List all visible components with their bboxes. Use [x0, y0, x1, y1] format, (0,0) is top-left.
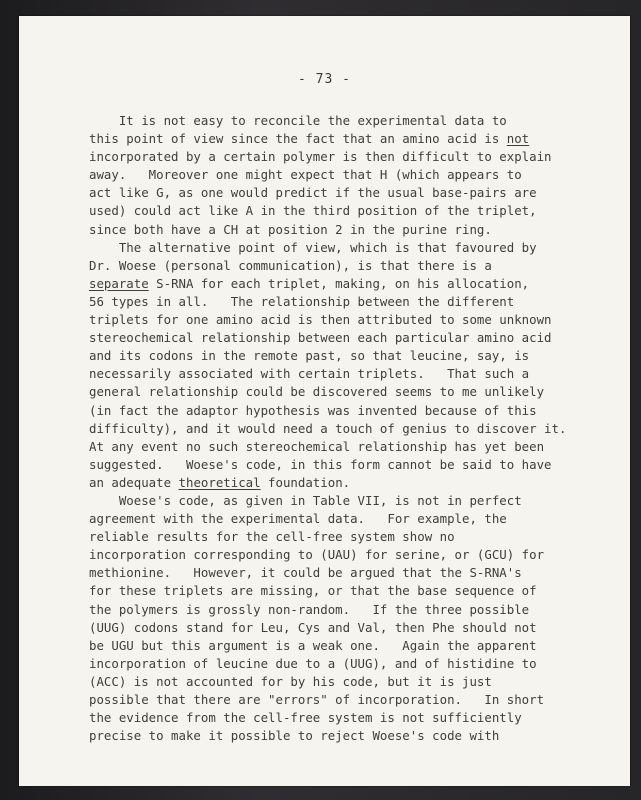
text-segment: and its codons in the remote past, so that leucine, say, is: [89, 348, 530, 364]
text-line: [89, 293, 609, 311]
text-line: [89, 510, 609, 528]
text-line: [89, 112, 609, 130]
text-segment: necessarily associated with certain triplets. That such a: [89, 366, 530, 382]
text-line: [89, 130, 609, 148]
text-line: [89, 619, 609, 637]
text-segment: this point of view since the fact that an amino acid is: [89, 131, 507, 147]
underlined-word: not: [506, 131, 530, 147]
text-line: [89, 727, 609, 745]
text-line: [89, 655, 609, 673]
text-segment: act like G, as one would predict if the usual base-pairs are: [89, 185, 537, 201]
body-text: [89, 112, 609, 745]
text-segment: since both have a CH at position 2 in the purine ring.: [89, 221, 492, 237]
text-segment: At any event no such stereochemical relationship has yet been: [89, 438, 545, 454]
text-segment: foundation.: [260, 474, 351, 490]
text-line: [89, 402, 609, 420]
text-segment: general relationship could be discovered seems to me unlikely: [89, 384, 545, 400]
text-line: [89, 311, 609, 329]
text-segment: an adequate: [89, 474, 179, 490]
text-segment: (UUG) codons stand for Leu, Cys and Val, then Phe should not: [89, 619, 537, 635]
text-line: [89, 456, 609, 474]
text-segment: triplets for one amino acid is then attributed to some unknown: [89, 312, 552, 328]
text-line: [89, 601, 609, 619]
text-segment: (ACC) is not accounted for by his code, but it is just: [89, 673, 492, 689]
text-segment: Woese's code, as given in Table VII, is not in perfect: [89, 492, 522, 508]
text-segment: The alternative point of view, which is that favoured by: [89, 239, 537, 255]
text-line: [89, 673, 609, 691]
text-segment: be UGU but this argument is a weak one. Again the apparent: [89, 637, 537, 653]
text-segment: used) could act like A in the third position of the triplet,: [89, 203, 537, 219]
text-line: [89, 184, 609, 202]
text-line: [89, 221, 609, 239]
text-line: [89, 148, 609, 166]
text-line: [89, 564, 609, 582]
text-segment: the evidence from the cell-free system is not sufficiently: [89, 710, 522, 726]
text-segment: 56 types in all. The relationship between the different: [89, 293, 515, 309]
text-segment: the polymers is grossly non-random. If the three possible: [89, 601, 530, 617]
text-line: [89, 257, 609, 275]
text-line: [89, 637, 609, 655]
text-segment: for these triplets are missing, or that the base sequence of: [89, 583, 537, 599]
text-segment: reliable results for the cell-free system show no: [89, 529, 455, 545]
text-line: [89, 275, 609, 293]
text-segment: incorporation of leucine due to a (UUG), and of histidine to: [89, 655, 537, 671]
text-segment: Dr. Woese (personal communication), is that there is a: [89, 257, 492, 273]
text-line: [89, 239, 609, 257]
text-line: [89, 202, 609, 220]
underlined-word: theoretical: [178, 474, 261, 490]
page-number: - 73 -: [298, 72, 351, 87]
text-line: [89, 383, 609, 401]
text-segment: incorporation corresponding to (UAU) for serine, or (GCU) for: [89, 547, 545, 563]
text-segment: incorporated by a certain polymer is then difficult to explain: [89, 149, 552, 165]
text-segment: S-RNA for each triplet, making, on his allocation,: [148, 275, 530, 291]
text-segment: stereochemical relationship between each particular amino acid: [89, 330, 552, 346]
underlined-word: separate: [89, 275, 149, 291]
text-segment: methionine. However, it could be argued that the S-RNA's: [89, 565, 522, 581]
text-line: [89, 365, 609, 383]
text-segment: agreement with the experimental data. For example, the: [89, 511, 507, 527]
text-line: [89, 347, 609, 365]
text-segment: (in fact the adaptor hypothesis was invented because of this: [89, 402, 537, 418]
text-line: [89, 691, 609, 709]
text-line: [89, 166, 609, 184]
text-segment: precise to make it possible to reject Woese's code with: [89, 728, 500, 744]
text-line: [89, 709, 609, 727]
text-line: [89, 528, 609, 546]
document-page: [19, 16, 630, 786]
text-line: [89, 474, 609, 492]
text-segment: It is not easy to reconcile the experimental data to: [89, 113, 507, 128]
text-line: [89, 582, 609, 600]
text-line: [89, 546, 609, 564]
text-line: [89, 492, 609, 510]
text-line: [89, 438, 609, 456]
text-segment: possible that there are "errors" of incorporation. In short: [89, 692, 545, 707]
text-segment: difficulty), and it would need a touch of genius to discover it.: [89, 420, 567, 436]
text-line: [89, 420, 609, 438]
text-line: [89, 329, 609, 347]
text-segment: suggested. Woese's code, in this form cannot be said to have: [89, 456, 552, 472]
text-segment: away. Moreover one might expect that H (which appears to: [89, 167, 522, 183]
